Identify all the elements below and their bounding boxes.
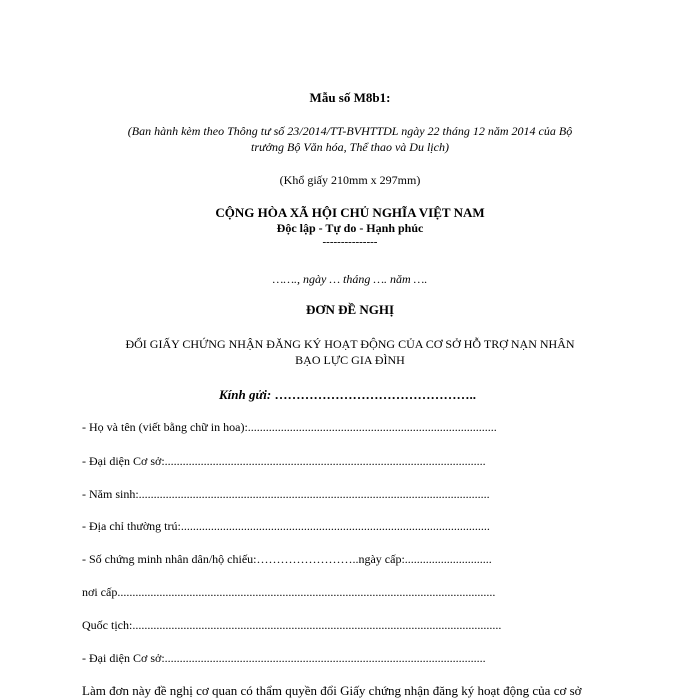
field-permanent-address: - Địa chỉ thường trú:....................................................................................................... xyxy=(82,519,490,533)
recipient-dots: ……………………………………….. xyxy=(271,387,476,402)
motto-divider: --------------- xyxy=(322,236,378,248)
document-subtitle-line2: BẠO LỰC GIA ĐÌNH xyxy=(295,353,405,367)
field-issue-place: nơi cấp.............................................................................................................................. xyxy=(82,585,496,599)
field-birth-year: - Năm sinh:..................................................................................................................... xyxy=(82,487,490,501)
field-id-number: - Số chứng minh nhân dân/hộ chiếu:……………………..ngày cấp:............................. xyxy=(82,552,492,566)
field-full-name: - Họ và tên (viết bằng chữ in hoa):................................................................................... xyxy=(82,420,497,434)
issuance-note-line2: trưởng Bộ Văn hóa, Thể thao và Du lịch) xyxy=(251,140,449,154)
paper-size-note: (Khổ giấy 210mm x 297mm) xyxy=(279,173,421,187)
recipient-label: Kính gửi: xyxy=(219,387,272,402)
issuance-note-line1: (Ban hành kèm theo Thông tư số 23/2014/TT-BVHTTDL ngày 22 tháng 12 năm 2014 của Bộ xyxy=(127,124,573,138)
document-subtitle-line1: ĐỔI GIẤY CHỨNG NHẬN ĐĂNG KÝ HOẠT ĐỘNG CỦA CƠ SỞ HỖ TRỢ NẠN NHÂN xyxy=(125,337,575,351)
document-title: ĐƠN ĐỀ NGHỊ xyxy=(305,302,395,317)
national-motto: Độc lập - Tự do - Hạnh phúc xyxy=(276,221,424,235)
field-representative: - Đại diện Cơ sở:........................................................................................................... xyxy=(82,454,486,468)
country-name: CỘNG HÒA XÃ HỘI CHỦ NGHĨA VIỆT NAM xyxy=(215,205,485,220)
request-paragraph: Làm đơn này đề nghị cơ quan có thẩm quyền đổi Giấy chứng nhận đăng ký hoạt động của cơ sở xyxy=(82,683,582,698)
field-representative-2: - Đại diện Cơ sở:........................................................................................................... xyxy=(82,651,486,665)
form-code: Mẫu số M8b1: xyxy=(309,90,391,105)
recipient-line xyxy=(219,387,476,403)
date-line: ……., ngày … tháng …. năm …. xyxy=(272,272,428,286)
field-nationality: Quốc tịch:........................................................................................................................... xyxy=(82,618,502,632)
